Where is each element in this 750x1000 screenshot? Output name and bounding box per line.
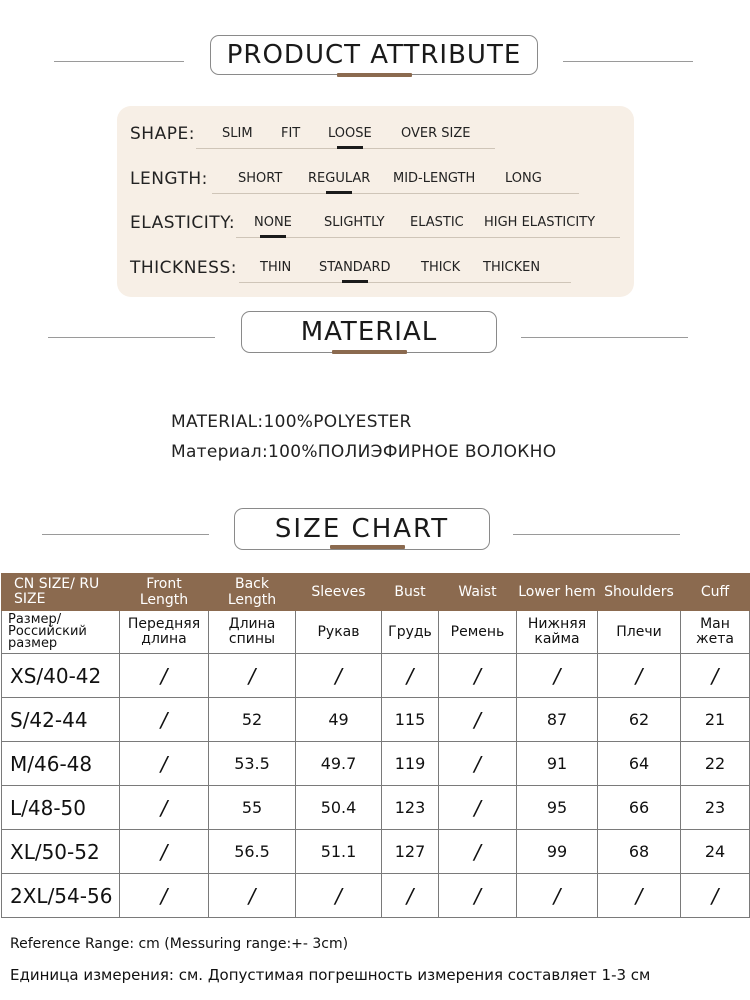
- selected-marker: [337, 146, 363, 149]
- section-title: PRODUCT ATTRIBUTE: [210, 35, 538, 75]
- option-fit: FIT: [281, 126, 301, 141]
- attribute-row-elasticity: [117, 207, 634, 247]
- header-cell: Длина спины: [209, 611, 296, 654]
- table-cell: /: [120, 742, 209, 786]
- header-cell: Плечи: [598, 611, 681, 654]
- size-label-cell: 2XL/54-56: [2, 874, 120, 918]
- table-row: [2, 830, 750, 874]
- option-thicken: THICKEN: [483, 260, 541, 275]
- table-cell: /: [681, 654, 750, 698]
- option-high-elasticity: HIGH ELASTICITY: [484, 215, 596, 230]
- table-cell: 51.1: [296, 830, 382, 874]
- attribute-row-length: [117, 163, 634, 203]
- table-cell: 23: [681, 786, 750, 830]
- header-row-en: [2, 574, 750, 611]
- table-cell: 55: [209, 786, 296, 830]
- table-cell: /: [120, 698, 209, 742]
- section-title: MATERIAL: [241, 311, 497, 353]
- table-cell: 53.5: [209, 742, 296, 786]
- size-label-cell: XS/40-42: [2, 654, 120, 698]
- header-cell: Bust: [382, 574, 439, 611]
- option-standard-selected: [319, 260, 391, 275]
- header-row-ru: [2, 611, 750, 654]
- header-cell: Ман жета: [681, 611, 750, 654]
- divider-left: [54, 61, 184, 62]
- attribute-label: ELASTICITY:: [130, 213, 236, 233]
- selected-marker: [326, 191, 352, 194]
- table-row: [2, 654, 750, 698]
- option-short: SHORT: [238, 171, 283, 186]
- table-cell: 50.4: [296, 786, 382, 830]
- selected-marker: [342, 280, 368, 283]
- title-underline: [337, 73, 412, 77]
- table-cell: /: [439, 874, 517, 918]
- table-row: [2, 786, 750, 830]
- header-cell: Waist: [439, 574, 517, 611]
- material-ru: Материал:100%ПОЛИЭФИРНОЕ ВОЛОКНО: [171, 442, 557, 462]
- table-cell: /: [439, 786, 517, 830]
- header-cell: Sleeves: [296, 574, 382, 611]
- header-cell: Shoulders: [598, 574, 681, 611]
- option-slightly: SLIGHTLY: [324, 215, 385, 230]
- header-cell: Грудь: [382, 611, 439, 654]
- header-cell: Рукав: [296, 611, 382, 654]
- table-cell: 49.7: [296, 742, 382, 786]
- option-label: NONE: [254, 215, 292, 230]
- option-thick: THICK: [421, 260, 461, 275]
- attribute-row-thickness: [117, 252, 634, 292]
- table-cell: /: [382, 874, 439, 918]
- size-label-cell: M/46-48: [2, 742, 120, 786]
- table-cell: 62: [598, 698, 681, 742]
- option-elastic: ELASTIC: [410, 215, 464, 230]
- option-mid-length: MID-LENGTH: [393, 171, 476, 186]
- table-cell: /: [209, 654, 296, 698]
- option-label: STANDARD: [319, 260, 391, 275]
- header-cell: Нижняя кайма: [517, 611, 598, 654]
- table-cell: 21: [681, 698, 750, 742]
- reference-note-en: Reference Range: cm (Messuring range:+- 3cm): [10, 936, 349, 952]
- table-cell: 64: [598, 742, 681, 786]
- table-cell: /: [439, 654, 517, 698]
- table-row: [2, 742, 750, 786]
- option-long: LONG: [505, 171, 542, 186]
- table-cell: 95: [517, 786, 598, 830]
- table-cell: /: [598, 654, 681, 698]
- table-row: [2, 698, 750, 742]
- header-cell: Ремень: [439, 611, 517, 654]
- table-cell: /: [120, 786, 209, 830]
- table-cell: 99: [517, 830, 598, 874]
- option-thin: THIN: [260, 260, 292, 275]
- size-label-cell: L/48-50: [2, 786, 120, 830]
- table-cell: /: [209, 874, 296, 918]
- table-cell: /: [120, 830, 209, 874]
- header-cell: Lower hem: [517, 574, 598, 611]
- header-cell: Cuff: [681, 574, 750, 611]
- header-cell: Размер/ Российский размер: [2, 611, 120, 654]
- selected-marker: [260, 235, 286, 238]
- divider-right: [513, 534, 680, 535]
- attribute-line: [236, 237, 620, 238]
- divider-left: [42, 534, 209, 535]
- table-cell: /: [296, 654, 382, 698]
- table-cell: /: [120, 654, 209, 698]
- size-label-cell: XL/50-52: [2, 830, 120, 874]
- option-loose-selected: [328, 126, 372, 141]
- table-cell: /: [517, 874, 598, 918]
- header-cell: Back Length: [209, 574, 296, 611]
- table-cell: 24: [681, 830, 750, 874]
- header-cell: Передняя длина: [120, 611, 209, 654]
- table-cell: 123: [382, 786, 439, 830]
- attribute-line: [239, 282, 571, 283]
- reference-note-ru: Единица измерения: см. Допустимая погрешность измерения составляет 1-3 см: [10, 966, 651, 984]
- table-cell: 68: [598, 830, 681, 874]
- divider-left: [48, 337, 215, 338]
- table-cell: 49: [296, 698, 382, 742]
- divider-right: [521, 337, 688, 338]
- table-cell: /: [439, 742, 517, 786]
- option-regular-selected: [308, 171, 370, 186]
- table-cell: /: [439, 830, 517, 874]
- table-cell: 119: [382, 742, 439, 786]
- table-cell: /: [382, 654, 439, 698]
- material-header: [0, 307, 750, 367]
- size-chart-header: [0, 504, 750, 564]
- table-cell: 115: [382, 698, 439, 742]
- option-label: LOOSE: [328, 126, 372, 141]
- attribute-panel: [117, 106, 634, 297]
- title-underline: [330, 545, 405, 549]
- size-rows: [2, 654, 750, 918]
- title-underline: [332, 350, 407, 354]
- product-attribute-header: [0, 31, 750, 91]
- table-cell: 22: [681, 742, 750, 786]
- divider-right: [563, 61, 693, 62]
- table-cell: 52: [209, 698, 296, 742]
- attribute-label: LENGTH:: [130, 169, 208, 189]
- table-cell: 91: [517, 742, 598, 786]
- header-cell: CN SIZE/ RU SIZE: [2, 574, 120, 611]
- size-label-cell: S/42-44: [2, 698, 120, 742]
- option-none-selected: [254, 215, 292, 230]
- table-cell: 87: [517, 698, 598, 742]
- attribute-label: THICKNESS:: [130, 258, 237, 278]
- attribute-line: [212, 193, 579, 194]
- table-cell: /: [439, 698, 517, 742]
- table-row: [2, 874, 750, 918]
- section-title: SIZE CHART: [234, 508, 490, 550]
- table-cell: /: [517, 654, 598, 698]
- table-cell: /: [296, 874, 382, 918]
- header-cell: Front Length: [120, 574, 209, 611]
- option-label: REGULAR: [308, 171, 371, 186]
- table-cell: 56.5: [209, 830, 296, 874]
- table-cell: /: [598, 874, 681, 918]
- option-over-size: OVER SIZE: [401, 126, 471, 141]
- size-chart-table: [1, 573, 750, 918]
- table-cell: 127: [382, 830, 439, 874]
- option-slim: SLIM: [222, 126, 253, 141]
- attribute-row-shape: [117, 118, 634, 158]
- table-cell: /: [120, 874, 209, 918]
- table-cell: 66: [598, 786, 681, 830]
- table-cell: /: [681, 874, 750, 918]
- material-en: MATERIAL:100%POLYESTER: [171, 412, 412, 432]
- attribute-label: SHAPE:: [130, 124, 195, 144]
